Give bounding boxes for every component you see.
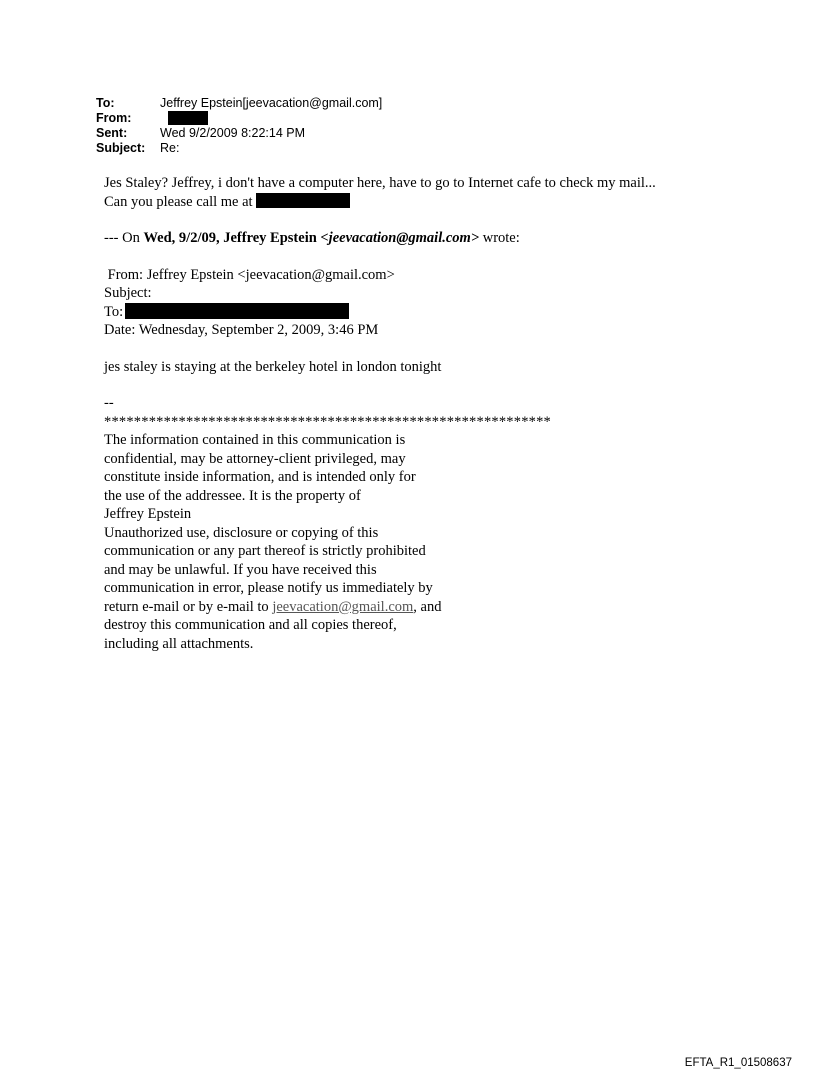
- email-header: [96, 96, 382, 156]
- disclaimer-line: and may be unlawful. If you have received this: [104, 561, 377, 578]
- subject-label: Subject:: [96, 141, 146, 155]
- document-id: EFTA_R1_01508637: [684, 1057, 792, 1069]
- from-row: [96, 111, 382, 126]
- subject-value: Re:: [160, 141, 180, 155]
- disclaimer-return-line: [104, 598, 804, 617]
- disclaimer-line: Jeffrey Epstein: [104, 506, 192, 522]
- disclaimer-line: constitute inside information, and is intended only for: [104, 469, 416, 485]
- forwarded-to-label: To:: [104, 303, 124, 320]
- message-text: jes staley is staying at the berkeley hotel in london tonight: [104, 358, 442, 375]
- email-body: [104, 174, 804, 653]
- forwarded-from: From: Jeffrey Epstein <jeevacation@gmail.com>: [104, 266, 395, 283]
- from-label: From:: [96, 111, 132, 125]
- disclaimer: [104, 431, 804, 653]
- reply-line-2: [104, 193, 804, 212]
- reply-line-1: Jes Staley? Jeffrey, i don't have a computer here, have to go to Internet cafe to check my mail...: [104, 175, 656, 191]
- quote-prefix: --- On: [104, 230, 144, 246]
- disclaimer-line: The information contained in this communication is: [104, 432, 406, 448]
- redaction-box: [256, 193, 350, 208]
- quote-date-sender: Wed, 9/2/09, Jeffrey Epstein: [143, 230, 321, 246]
- redaction-box: [125, 303, 349, 319]
- disclaimer-line: including all attachments.: [104, 635, 254, 652]
- to-row: [96, 96, 382, 111]
- reply-line-2-text: Can you please call me at: [104, 193, 253, 210]
- disclaimer-line: destroy this communication and all copies thereof,: [104, 617, 397, 633]
- disclaimer-line: communication in error, please notify us immediately by: [104, 580, 433, 596]
- signature-dash: --: [104, 395, 114, 411]
- disclaimer-line: Unauthorized use, disclosure or copying of this: [104, 524, 379, 541]
- subject-row: [96, 141, 382, 156]
- signature-stars: ************************************************************: [104, 413, 551, 430]
- sent-label: Sent:: [96, 126, 128, 140]
- quote-sender-email: <jeevacation@gmail.com>: [320, 230, 480, 246]
- disclaimer-line: communication or any part thereof is strictly prohibited: [104, 543, 426, 559]
- sent-row: [96, 126, 382, 141]
- quote-header: [104, 229, 804, 248]
- forwarded-subject: Subject:: [104, 285, 152, 301]
- redaction-box: [168, 111, 208, 125]
- sent-value: Wed 9/2/2009 8:22:14 PM: [160, 126, 306, 140]
- disclaimer-line: confidential, may be attorney-client privileged, may: [104, 450, 406, 467]
- to-label: To:: [96, 96, 115, 110]
- disclaimer-line: the use of the addressee. It is the property of: [104, 487, 361, 504]
- quote-suffix: wrote:: [479, 230, 520, 246]
- forwarded-to: [104, 303, 804, 322]
- forwarded-date: Date: Wednesday, September 2, 2009, 3:46 PM: [104, 322, 379, 338]
- return-suffix: , and: [413, 598, 442, 615]
- return-prefix: return e-mail or by e-mail to: [104, 598, 273, 615]
- email-link[interactable]: jeevacation@gmail.com: [272, 598, 414, 615]
- to-value: Jeffrey Epstein[jeevacation@gmail.com]: [160, 96, 383, 110]
